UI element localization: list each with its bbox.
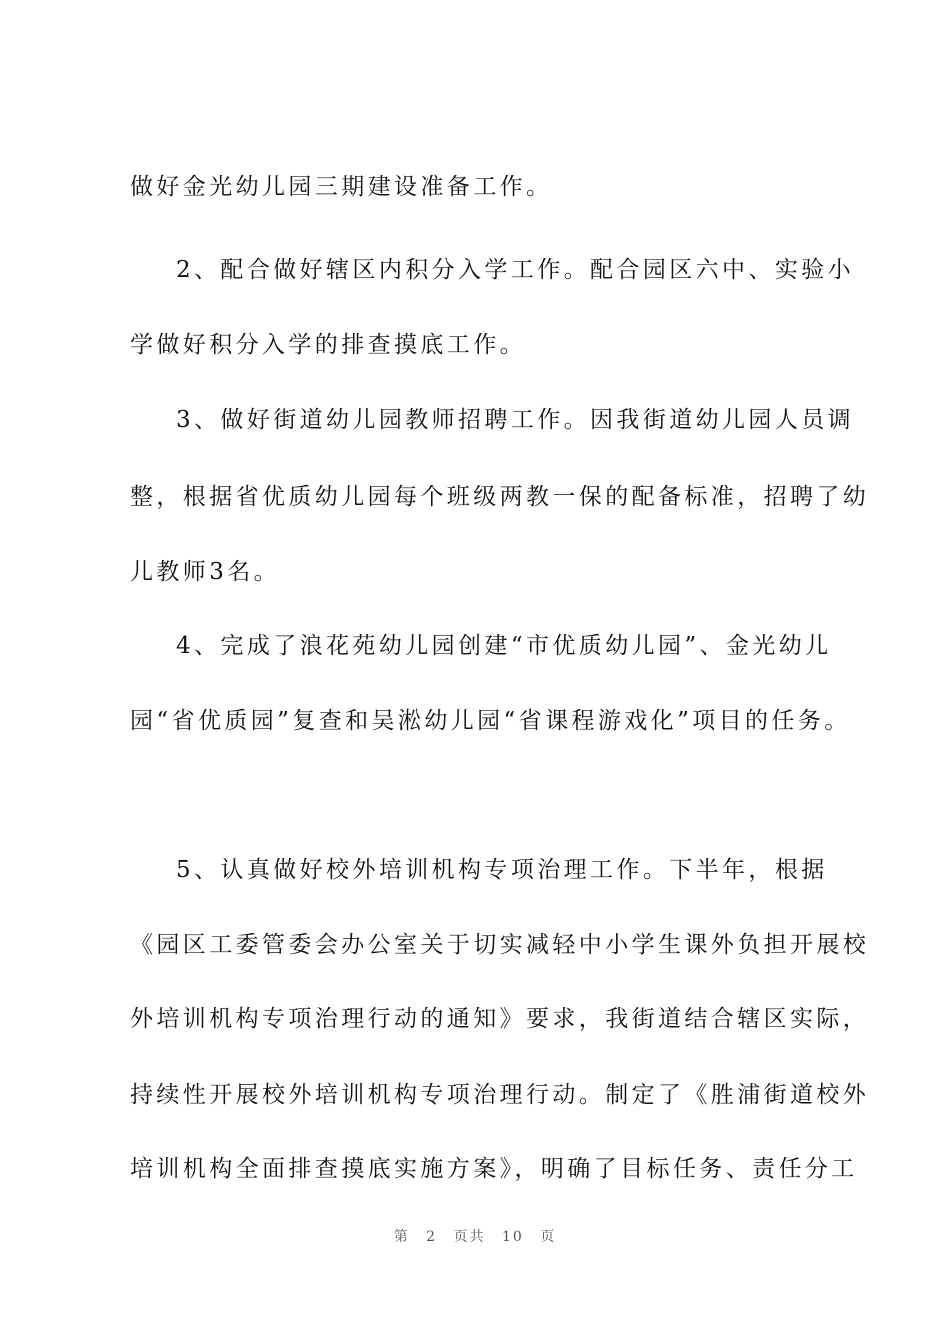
text-line-3: 学做好积分入学的排查摸底工作。: [130, 332, 526, 358]
text-line-5: 整，根据省优质幼儿园每个班级两教一保的配备标准，招聘了幼: [130, 484, 870, 510]
text-line-2: 2、配合做好辖区内积分入学工作。配合园区六中、实验小: [176, 257, 855, 283]
text-line-12: 持续性开展校外培训机构专项治理行动。制定了《胜浦街道校外: [130, 1082, 870, 1108]
text-line-8: 园“省优质园”复查和吴淞幼儿园“省课程游戏化”项目的任务。: [130, 708, 851, 734]
text-line-9: 5、认真做好校外培训机构专项治理工作。下半年，根据: [176, 857, 828, 883]
text-line-13: 培训机构全面排查摸底实施方案》，明确了目标任务、责任分工: [130, 1156, 858, 1182]
page-number-footer: 第 2 页共 10 页: [393, 1229, 557, 1245]
text-line-6: 儿教师3名。: [130, 559, 281, 585]
text-line-10: 《园区工委管委会办公室关于切实减轻中小学生课外负担开展校: [130, 932, 870, 958]
text-line-11: 外培训机构专项治理行动的通知》要求，我街道结合辖区实际，: [130, 1006, 870, 1032]
text-line-4: 3、做好街道幼儿园教师招聘工作。因我街道幼儿园人员调: [176, 407, 855, 433]
text-line-1: 做好金光幼儿园三期建设准备工作。: [130, 174, 553, 200]
text-line-7: 4、完成了浪花苑幼儿园创建“市优质幼儿园”、金光幼儿: [176, 633, 832, 659]
